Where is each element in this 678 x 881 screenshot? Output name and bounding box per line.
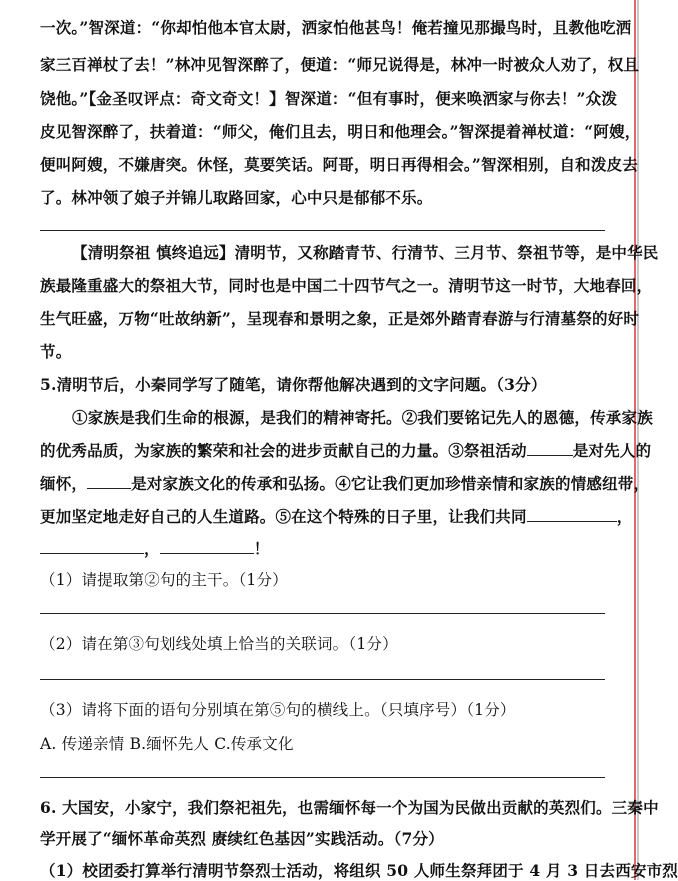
text-line: 生气旺盛，万物“吐故纳新”，呈现春和景明之象，正是郊外踏青春游与行清墓祭的好时 [40, 309, 640, 328]
text-line: （1）校团委打算举行清明节祭烈士活动，将组织 50 人师生祭拜团于 4 月 3 日去西安市烈 [40, 861, 678, 880]
answer-line [40, 230, 605, 231]
text-line: 家三百禅杖了去！”林冲见智深醉了，便道：“师兄说得是，林冲一时被众人劝了，权且 [40, 55, 640, 74]
text-line: 学开展了“缅怀革命英烈 赓续红色基因”实践活动。（7分） [40, 829, 444, 848]
text-segment: 是对家族文化的传承和弘扬。④它让我们更加珍惜亲情和家族的情感纽带， [131, 474, 650, 493]
fill-blank[interactable] [527, 455, 573, 456]
text-line: 族最隆重盛大的祭祖大节，同时也是中国二十四节气之一。清明节这一时节，大地春回， [40, 276, 653, 295]
text-line [40, 507, 632, 527]
fill-blank[interactable] [40, 553, 144, 554]
text-line: 饶他。”【金圣叹评点：奇文奇文！】智深道：“但有事时，便来唤洒家与你去！”众泼 [40, 89, 618, 108]
question-5: 5.清明节后，小秦同学写了随笔，请你帮他解决遇到的文字问题。（3分） [40, 375, 547, 394]
text-line [40, 539, 269, 559]
answer-line[interactable] [40, 777, 605, 778]
sub-question-2: （2）请在第③句划线处填上恰当的关联词。（1分） [40, 635, 398, 653]
text-line [40, 441, 651, 461]
sub-question-1: （1）请提取第②句的主干。（1分） [40, 571, 288, 589]
text-line: 节。 [40, 342, 72, 361]
answer-line[interactable] [40, 613, 605, 614]
text-line: ①家族是我们生命的根源，是我们的精神寄托。②我们要铭记先人的恩德，传承家族 [72, 408, 653, 427]
text-segment: ， [144, 539, 160, 558]
text-segment: ， [616, 507, 633, 526]
text-line: 皮见智深醉了，扶着道：“师父，俺们且去，明日和他理会。”智深提着禅杖道：“阿嫂， [40, 122, 641, 141]
text-line: 了。林冲领了娘子并锦儿取路回家，心中只是郁郁不乐。 [40, 188, 433, 207]
question-6: 6. 大国安，小家宁，我们祭祀祖先，也需缅怀每一个为国为民做出贡献的英烈们。三秦中 [40, 798, 659, 817]
fill-blank[interactable] [527, 521, 617, 522]
text-segment: 的优秀品质，为家族的繁荣和社会的进步贡献自己的力量。③祭祖活动 [40, 441, 527, 460]
text-line [40, 474, 649, 494]
options-line: A. 传递亲情 B.缅怀先人 C.传承文化 [40, 735, 294, 753]
text-line: 便叫阿嫂，不嫌唐突。休怪，莫要笑话。阿哥，明日再得相会。”智深相别，自和泼皮去 [40, 155, 638, 174]
text-segment: 更加坚定地走好自己的人生道路。⑤在这个特殊的日子里，让我们共同 [40, 507, 527, 526]
fill-blank[interactable] [160, 553, 254, 554]
text-segment: 是对先人的 [572, 441, 652, 460]
text-segment: 缅怀， [40, 474, 88, 493]
sub-question-3: （3）请将下面的语句分别填在第⑤句的横线上。（只填序号）（1分） [40, 701, 516, 719]
fill-blank[interactable] [87, 488, 131, 489]
text-line: 一次。”智深道：“你却怕他本官太尉，洒家怕他甚鸟！俺若撞见那撮鸟时，且教他吃洒 [40, 18, 632, 37]
text-segment: ！ [253, 539, 270, 558]
answer-line[interactable] [40, 679, 605, 680]
text-line: 【清明祭祖 慎终追远】清明节，又称踏青节、行清节、三月节、祭祖节等，是中华民 [72, 243, 659, 262]
